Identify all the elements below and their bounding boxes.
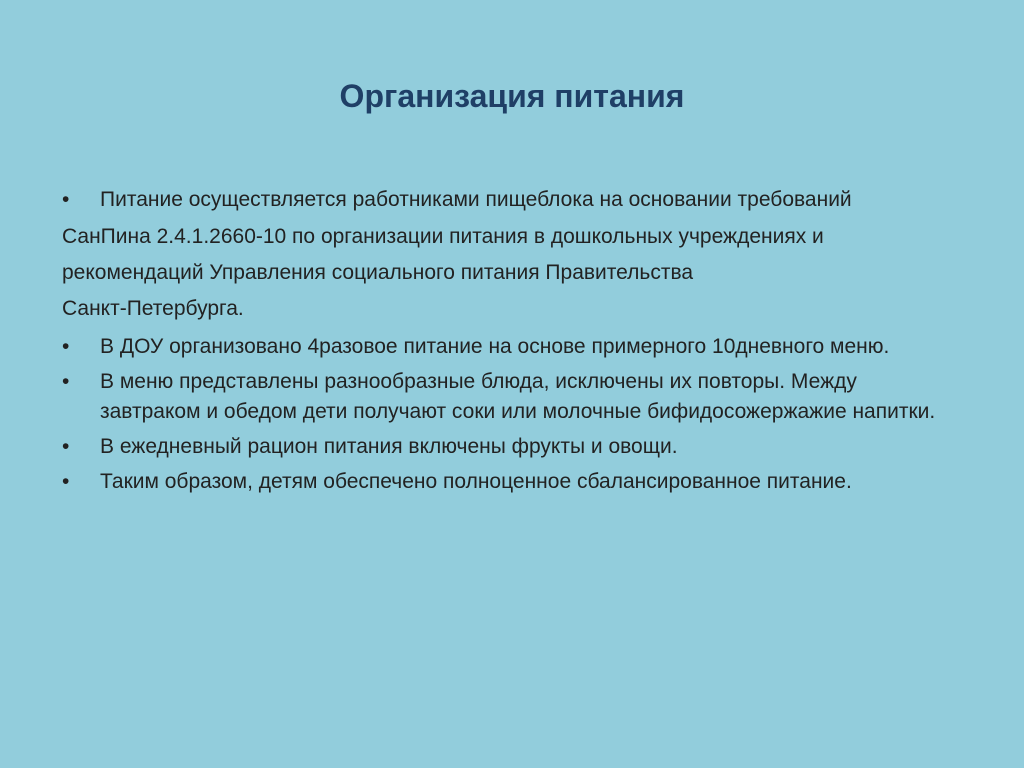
first-paragraph-line-1 bbox=[62, 181, 962, 219]
list-item-text: Таким образом, детям обеспечено полноценное сбалансированное питание. bbox=[100, 470, 852, 493]
list-item-text: В ежедневный рацион питания включены фрукты и овощи. bbox=[100, 435, 678, 458]
list-item bbox=[62, 367, 962, 427]
bullet-icon: • bbox=[62, 470, 70, 493]
bullet-icon: • bbox=[62, 435, 70, 458]
first-paragraph bbox=[62, 181, 962, 327]
list-item-text: В меню представлены разнообразные блюда, исключены их повторы. Между завтраком и обедом дети получают соки или молочные бифидосожержажие напитки. bbox=[100, 370, 936, 423]
list-item bbox=[62, 332, 962, 362]
bullet-icon: • bbox=[62, 370, 70, 393]
list-item-text: В ДОУ организовано 4разовое питание на основе примерного 10дневного меню. bbox=[100, 335, 890, 358]
list-item bbox=[62, 467, 962, 497]
bullet-list bbox=[62, 332, 962, 497]
slide-body bbox=[62, 181, 962, 497]
slide-title: Организация питания bbox=[339, 78, 685, 114]
bullet-icon: • bbox=[62, 335, 70, 358]
bullet-icon: • bbox=[62, 188, 70, 211]
first-paragraph-line-3: рекомендаций Управления социального питания Правительства bbox=[62, 261, 694, 284]
list-item bbox=[62, 432, 962, 462]
first-paragraph-line-1-text: Питание осуществляется работниками пищеблока на основании требований bbox=[100, 188, 852, 211]
first-paragraph-line-4: Санкт-Петербурга. bbox=[62, 297, 244, 320]
first-paragraph-line-2: СанПина 2.4.1.2660-10 по организации питания в дошкольных учреждениях и bbox=[62, 225, 824, 248]
